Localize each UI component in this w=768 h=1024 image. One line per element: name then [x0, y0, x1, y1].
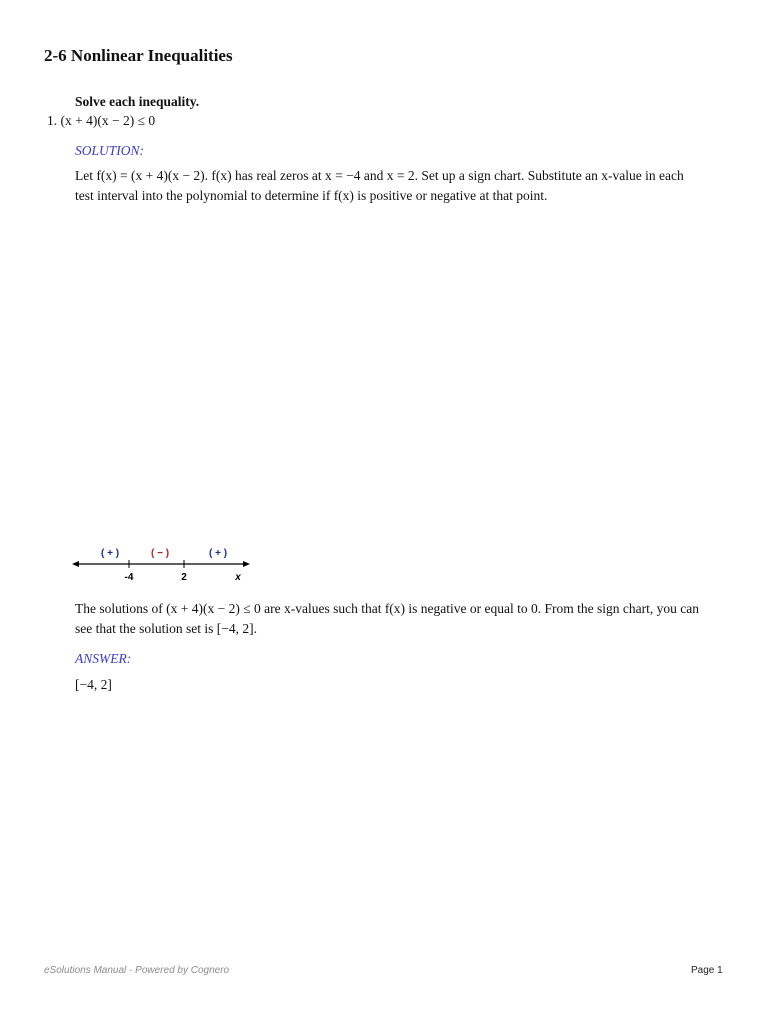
tick-label: -4 [124, 572, 134, 583]
problem-expression: (x + 4)(x − 2) ≤ 0 [60, 113, 156, 128]
sign-negative-middle: ( − ) [150, 548, 170, 559]
page-title: 2-6 Nonlinear Inequalities [44, 46, 233, 65]
sign-positive-right: ( + ) [208, 548, 228, 559]
axis-label: x [235, 572, 241, 583]
sign-positive-left: ( + ) [100, 548, 120, 559]
paragraph-line: Let f(x) = (x + 4)(x − 2). f(x) has real zeros at x = −4 and x = 2. Set up a sign chart. Substitute an x-value in each [75, 168, 684, 183]
right-arrow-icon [243, 561, 250, 567]
page-number: Page 1 [691, 965, 723, 976]
problem-number: 1. [47, 113, 58, 128]
solution-label: SOLUTION: [75, 143, 145, 158]
paragraph-line: test interval into the polynomial to determine if f(x) is positive or negative at that point. [75, 188, 548, 203]
conclusion-paragraph [75, 599, 699, 639]
answer-value: [−4, 2] [75, 677, 112, 692]
instructions: Solve each inequality. [75, 94, 200, 109]
solution-paragraph [75, 166, 684, 206]
paragraph-line: see that the solution set is [−4, 2]. [75, 621, 257, 636]
sign-chart [72, 544, 252, 586]
paragraph-line: The solutions of (x + 4)(x − 2) ≤ 0 are x-values such that f(x) is negative or equal to 0. From the sign chart, you can [75, 601, 699, 616]
left-arrow-icon [72, 561, 79, 567]
answer-label: ANSWER: [75, 651, 132, 666]
problem-statement [47, 113, 155, 129]
footer-credit: eSolutions Manual - Powered by Cognero [44, 965, 230, 976]
tick-label: 2 [181, 572, 187, 583]
